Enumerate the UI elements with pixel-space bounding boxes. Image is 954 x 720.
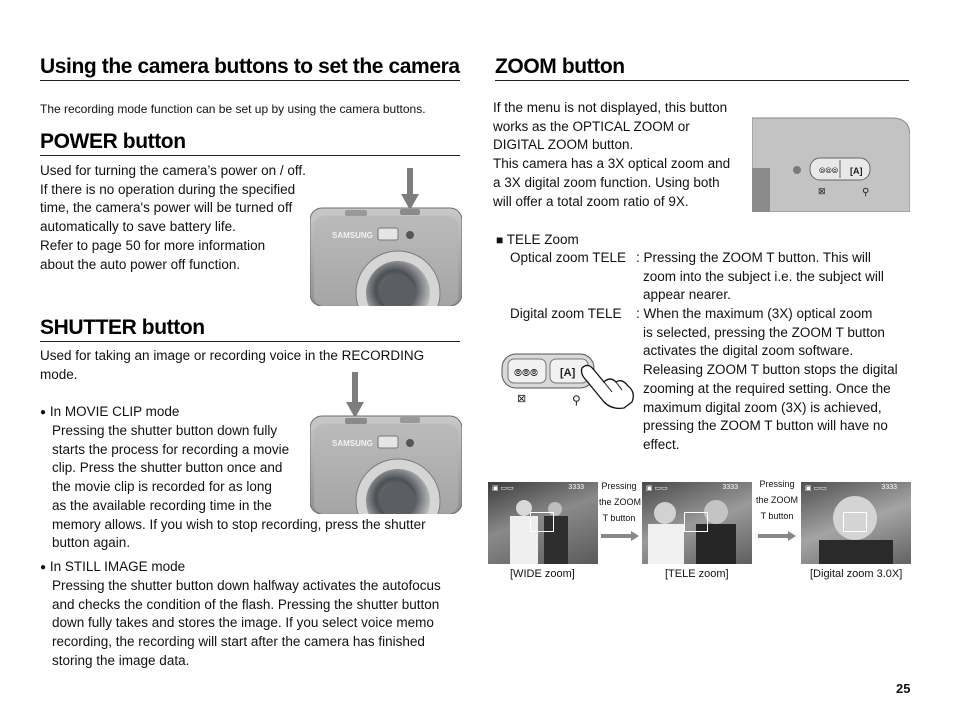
- tele-zoom-title: TELE Zoom: [506, 232, 579, 247]
- digital-zoom-screen: [801, 482, 911, 564]
- tele-zoom-title-row: [496, 231, 579, 250]
- still-mode-description: [52, 577, 441, 671]
- still-mode-bullet: [40, 558, 185, 579]
- text-line: Used for taking an image or recording voice in the RECORDING: [40, 348, 425, 363]
- shot-counter: 3333: [881, 484, 897, 491]
- camera-back-illustration: [752, 112, 910, 212]
- text-line: memory allows. If you wish to stop recording, press the shutter: [52, 516, 426, 532]
- text-line: Refer to page 50 for more information: [40, 237, 266, 253]
- text-line: maximum digital zoom (3X) is achieved,: [643, 399, 882, 415]
- movie-mode-bullet: [40, 403, 179, 424]
- text-line: If there is no operation during the specified: [40, 181, 296, 197]
- text-line: time, the camera's power will be turned off: [40, 200, 293, 216]
- arrow-right-icon: [758, 528, 796, 538]
- focus-frame: [684, 512, 708, 532]
- magnifier-icon: ⚲: [862, 187, 870, 198]
- text-line: button again.: [52, 535, 131, 551]
- text-line: as the available recording time in the: [52, 497, 272, 513]
- text-line: the ZOOM: [755, 495, 798, 505]
- text-line: zooming at the required setting. Once the: [643, 380, 891, 396]
- status-icons: ▣ ▭▭: [492, 485, 514, 492]
- text-line: and checks the condition of the flash. Pressing the shutter button: [52, 596, 440, 612]
- tele-zoom-screen: [642, 482, 752, 564]
- tele-zoom-caption: [TELE zoom]: [665, 568, 729, 580]
- digital-zoom-description: [636, 305, 898, 455]
- zoom-heading: ZOOM button: [495, 55, 625, 78]
- text-line: clip. Press the shutter button once and: [52, 460, 283, 476]
- status-icons: ▣ ▭▭: [805, 485, 827, 492]
- text-line: Pressing the shutter button down fully: [52, 423, 278, 438]
- focus-frame: [843, 512, 867, 532]
- page-number: 25: [896, 681, 911, 696]
- main-heading-rule: [40, 80, 460, 81]
- text-line: the ZOOM: [599, 497, 642, 507]
- text-line: down fully takes and stores the image. If you select voice memo: [52, 615, 434, 631]
- text-line: Pressing: [759, 479, 795, 489]
- text-line: : When the maximum (3X) optical zoom: [636, 306, 873, 321]
- text-line: If the menu is not displayed, this button: [493, 100, 728, 115]
- text-line: Releasing ZOOM T button stops the digital: [643, 362, 898, 378]
- camera-shutter-illustration: [310, 372, 462, 514]
- svg-text:[A]: [A]: [850, 166, 863, 176]
- text-line: about the auto power off function.: [40, 256, 241, 272]
- text-line: appear nearer.: [643, 287, 731, 303]
- brand-label: SAMSUNG: [332, 231, 373, 240]
- shot-counter: 3333: [568, 484, 584, 491]
- optical-zoom-description: [636, 249, 884, 305]
- text-line: works as the OPTICAL ZOOM or: [493, 118, 690, 134]
- text-line: starts the process for recording a movie: [52, 441, 290, 457]
- shutter-heading-rule: [40, 341, 460, 342]
- text-line: automatically to save battery life.: [40, 219, 236, 235]
- magnifier-icon: ⚲: [572, 393, 581, 407]
- text-line: the movie clip is recorded for as long: [52, 479, 272, 495]
- shot-counter: 3333: [722, 484, 738, 491]
- arrow-right-icon: [601, 528, 639, 538]
- text-line: This camera has a 3X optical zoom and: [493, 156, 731, 172]
- grid-icon: ⊠: [818, 186, 826, 196]
- svg-text:⦾⦾⦾: ⦾⦾⦾: [819, 166, 839, 175]
- text-line: T button: [602, 513, 636, 523]
- arrow-label-1: [599, 478, 642, 526]
- intro-text: The recording mode function can be set up by using the camera buttons.: [40, 102, 426, 116]
- still-mode-title: In STILL IMAGE mode: [49, 559, 186, 574]
- digital-zoom-label: Digital zoom TELE: [510, 306, 622, 321]
- camera-power-illustration: [310, 168, 462, 306]
- zoom-heading-rule: [495, 80, 909, 81]
- brand-label: SAMSUNG: [332, 439, 373, 448]
- grid-icon: ⊠: [517, 393, 527, 405]
- power-heading: POWER button: [40, 130, 186, 153]
- arrow-label-2: [755, 476, 799, 524]
- power-description: [40, 162, 306, 274]
- wide-zoom-screen: [488, 482, 598, 564]
- optical-zoom-label: Optical zoom TELE: [510, 250, 627, 265]
- text-line: effect.: [643, 436, 680, 452]
- text-line: mode.: [40, 366, 78, 382]
- focus-frame: [530, 512, 554, 532]
- bullet-icon: ●: [40, 407, 47, 418]
- power-heading-rule: [40, 155, 460, 156]
- text-line: pressing the ZOOM T button will have no: [643, 418, 888, 434]
- wide-zoom-caption: [WIDE zoom]: [510, 568, 575, 580]
- digital-zoom-caption: [Digital zoom 3.0X]: [810, 568, 903, 580]
- shutter-heading: SHUTTER button: [40, 316, 205, 339]
- square-bullet-icon: ■: [496, 233, 504, 247]
- bullet-icon: ●: [40, 562, 47, 573]
- text-line: activates the digital zoom software.: [643, 343, 854, 359]
- text-line: a 3X digital zoom function. Using both: [493, 174, 720, 190]
- text-line: Pressing the shutter button down halfway activates the autofocus: [52, 578, 441, 593]
- text-line: is selected, pressing the ZOOM T button: [643, 324, 885, 340]
- zoom-button-press-illustration: [500, 350, 640, 412]
- status-icons: ▣ ▭▭: [646, 485, 668, 492]
- text-line: Used for turning the camera’s power on / off.: [40, 163, 306, 178]
- text-line: recording, the recording will start after the camera has finished: [52, 634, 425, 650]
- text-line: : Pressing the ZOOM T button. This will: [636, 250, 871, 265]
- text-line: DIGITAL ZOOM button.: [493, 137, 634, 153]
- svg-text:[A]: [A]: [560, 367, 576, 379]
- text-line: Pressing: [601, 481, 637, 491]
- movie-mode-title: In MOVIE CLIP mode: [49, 404, 180, 419]
- text-line: will offer a total zoom ratio of 9X.: [493, 193, 689, 209]
- svg-text:⦾⦾⦾: ⦾⦾⦾: [514, 368, 538, 379]
- text-line: T button: [760, 511, 794, 521]
- main-heading: Using the camera buttons to set the camera: [40, 55, 460, 78]
- text-line: storing the image data.: [52, 652, 190, 668]
- text-line: zoom into the subject i.e. the subject will: [643, 268, 884, 284]
- zoom-intro: [493, 99, 730, 211]
